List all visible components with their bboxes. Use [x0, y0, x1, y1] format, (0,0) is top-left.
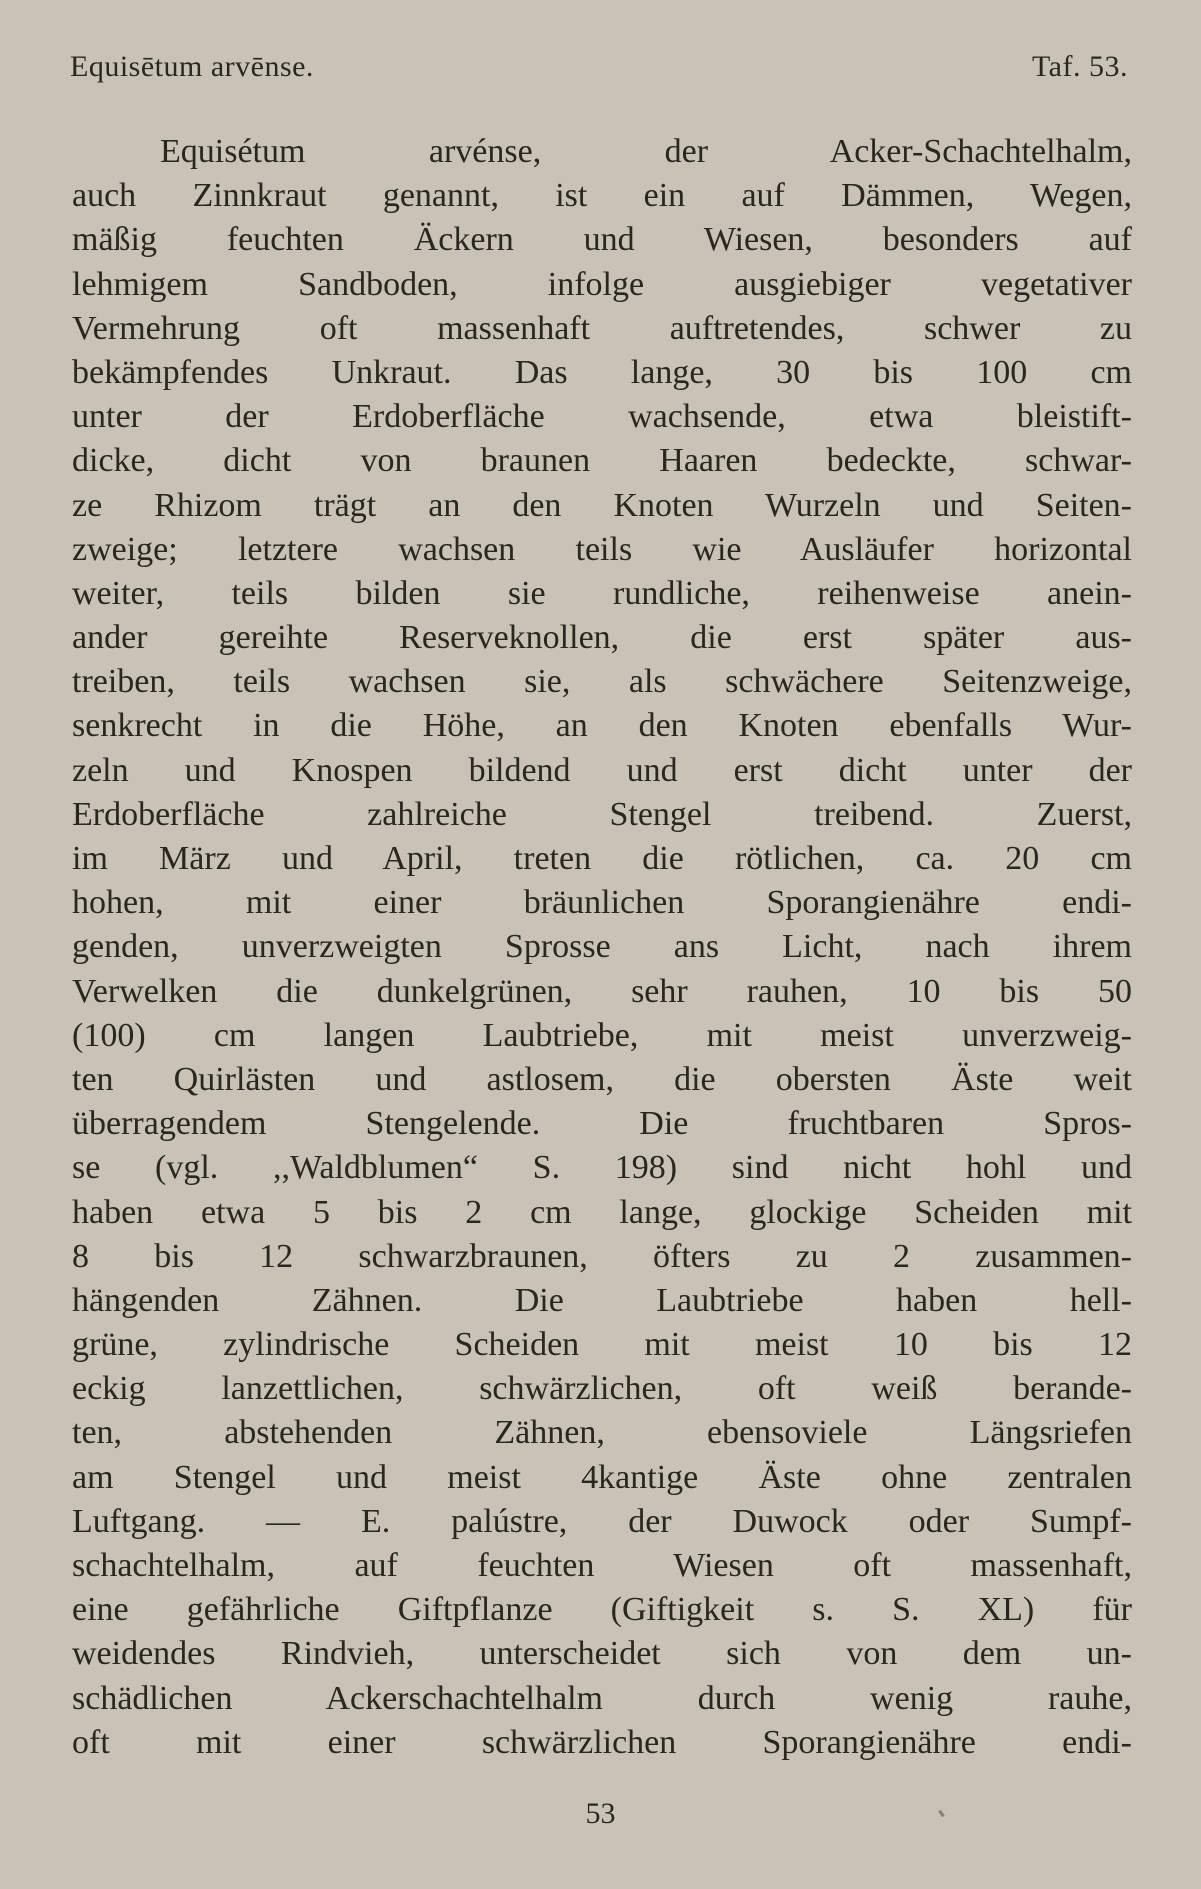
text-line: Vermehrung oft massenhaft auftretendes, schwer zu — [72, 309, 1132, 347]
text-line: se (vgl. ,,Waldblumen“ S. 198) sind nicht hohl und — [72, 1149, 1132, 1187]
text-line: ze Rhizom trägt an den Knoten Wurzeln und Seiten- — [72, 486, 1132, 524]
text-line: schachtelhalm, auf feuchten Wiesen oft massenhaft, — [72, 1547, 1132, 1584]
text-line: 8 bis 12 schwarzbraunen, öfters zu 2 zusammen- — [72, 1237, 1132, 1275]
text-line: Verwelken die dunkelgrünen, sehr rauhen, 10 bis 50 — [72, 972, 1132, 1010]
text-line: grüne, zylindrische Scheiden mit meist 10 bis 12 — [72, 1326, 1132, 1364]
text-line: eine gefährliche Giftpflanze (Giftigkeit s. S. XL) für — [72, 1591, 1132, 1629]
text-line: am Stengel und meist 4kantige Äste ohne zentralen — [72, 1458, 1132, 1496]
running-header — [70, 50, 1128, 90]
text-line: haben etwa 5 bis 2 cm lange, glockige Scheiden mit — [72, 1193, 1132, 1231]
text-line: Equisétum arvénse, der Acker-Schachtelhalm, — [160, 133, 1132, 170]
header-title: Equisētum arvēnse. — [70, 50, 314, 83]
text-line: weidendes Rindvieh, unterscheidet sich von dem un- — [72, 1635, 1132, 1673]
text-line: mäßig feuchten Äckern und Wiesen, besonders auf — [72, 221, 1132, 259]
text-line: ander gereihte Reserveknollen, die erst später aus- — [72, 619, 1132, 657]
text-line: im März und April, treten die rötlichen, ca. 20 cm — [72, 840, 1132, 877]
text-line: oft mit einer schwärzlichen Sporangienähre endi- — [72, 1723, 1132, 1761]
text-line: zweige; letztere wachsen teils wie Ausläufer horizontal — [72, 530, 1132, 568]
text-line: überragendem Stengelende. Die fruchtbaren Spros- — [72, 1105, 1132, 1143]
text-line: senkrecht in die Höhe, an den Knoten ebenfalls Wur- — [72, 707, 1132, 745]
text-line: unter der Erdoberfläche wachsende, etwa bleistift- — [72, 398, 1132, 436]
text-line: weiter, teils bilden sie rundliche, reihenweise anein- — [72, 574, 1132, 612]
text-line: auch Zinnkraut genannt, ist ein auf Dämmen, Wegen, — [72, 177, 1132, 215]
text-line: treiben, teils wachsen sie, als schwächere Seitenzweige, — [72, 663, 1132, 701]
text-line: ten, abstehenden Zähnen, ebensoviele Längsriefen — [72, 1414, 1132, 1452]
text-line: (100) cm langen Laubtriebe, mit meist unverzweig- — [72, 1016, 1132, 1054]
text-line: lehmigem Sandboden, infolge ausgiebiger vegetativer — [72, 265, 1132, 303]
text-line: eckig lanzettlichen, schwärzlichen, oft weiß berande- — [72, 1370, 1132, 1408]
text-line: dicke, dicht von braunen Haaren bedeckte, schwar- — [72, 442, 1132, 480]
text-line: ten Quirlästen und astlosem, die obersten Äste weit — [72, 1060, 1132, 1098]
text-line: Erdoberfläche zahlreiche Stengel treibend. Zuerst, — [72, 795, 1132, 833]
text-line: zeln und Knospen bildend und erst dicht unter der — [72, 751, 1132, 789]
text-line: schädlichen Ackerschachtelhalm durch wenig rauhe, — [72, 1679, 1132, 1717]
text-line: bekämpfendes Unkraut. Das lange, 30 bis 100 cm — [72, 353, 1132, 391]
body-text — [72, 130, 1132, 1765]
text-line: hohen, mit einer bräunlichen Sporangienähre endi- — [72, 884, 1132, 922]
text-line: hängenden Zähnen. Die Laubtriebe haben hell- — [72, 1281, 1132, 1319]
text-line: Luftgang. — E. palústre, der Duwock oder Sumpf- — [72, 1502, 1132, 1540]
page-number: 53 — [585, 1797, 616, 1830]
header-plate-number: Taf. 53. — [1031, 50, 1128, 83]
text-line: genden, unverzweigten Sprosse ans Licht, nach ihrem — [72, 928, 1132, 966]
